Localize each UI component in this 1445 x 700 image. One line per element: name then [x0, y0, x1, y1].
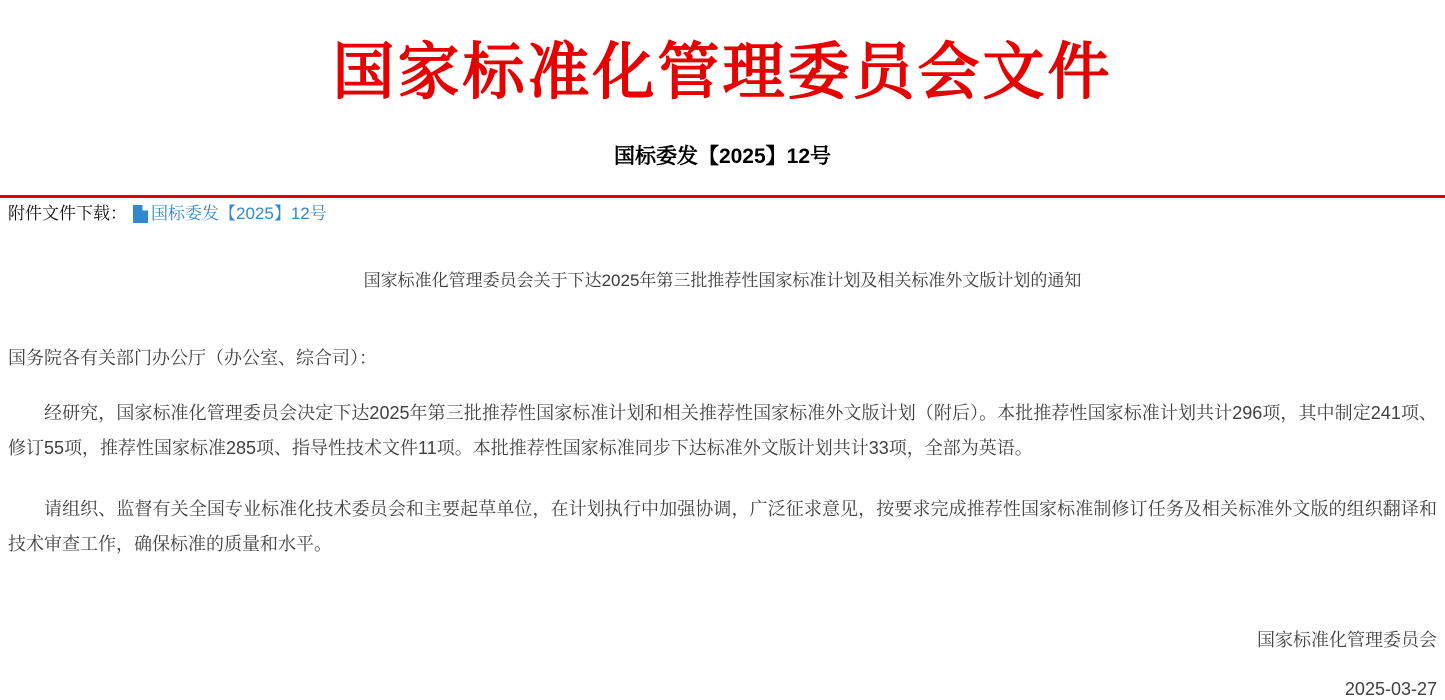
letterhead-title: 国家标准化管理委员会文件	[332, 39, 1113, 107]
notice-title: 国家标准化管理委员会关于下达2025年第三批推荐性国家标准计划及相关标准外文版计划的通知	[363, 271, 1082, 290]
signature-line: 国家标准化管理委员会	[1257, 630, 1437, 650]
attachment-label: 附件文件下载：	[8, 204, 127, 223]
addressee-line: 国务院各有关部门办公厅（办公室、综合司）：	[8, 348, 377, 368]
attachment-download-link[interactable]	[133, 202, 327, 226]
body-paragraph-2: 请组织、监督有关全国专业标准化技术委员会和主要起草单位，在计划执行中加强协调，广泛征求意见，按要求完成推荐性国家标准制修订任务及相关标准外文版的组织翻译和技术审查工作，确保标准的质量和水平。	[8, 499, 1437, 554]
document-number: 国标委发【2025】12号	[613, 145, 832, 168]
attachment-row	[8, 198, 1437, 226]
body-paragraph-1: 经研究，国家标准化管理委员会决定下达2025年第三批推荐性国家标准计划和相关推荐性国家标准外文版计划（附后）。本批推荐性国家标准计划共计296项，其中制定241项、修订55项，推荐性国家标准285项、指导性技术文件11项。本批推荐性国家标准同步下达标准外文版计划共计33项，全部为英语。	[8, 403, 1437, 458]
attachment-link-label: 国标委发【2025】12号	[151, 204, 327, 223]
document-date: 2025-03-27	[1344, 679, 1437, 699]
file-icon	[133, 205, 148, 223]
